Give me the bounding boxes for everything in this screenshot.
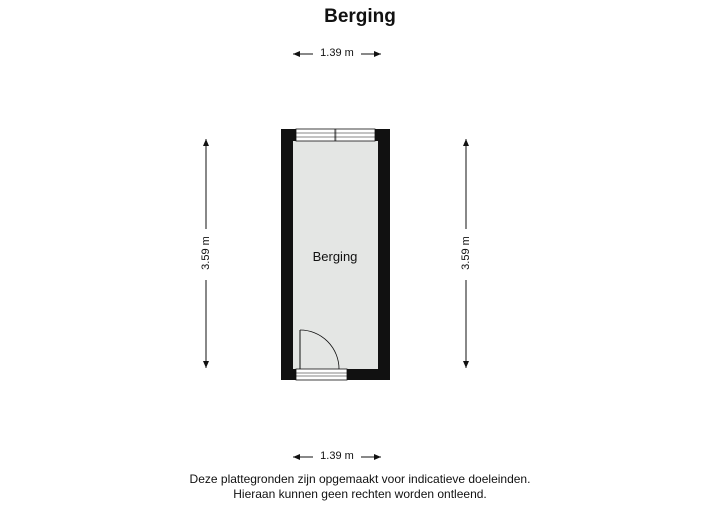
right-height-label: 3.59 m xyxy=(460,236,472,270)
page-title: Berging xyxy=(324,6,396,27)
top-window xyxy=(296,129,375,141)
door-opening xyxy=(296,369,347,380)
bottom-width-label: 1.39 m xyxy=(320,450,354,462)
disclaimer xyxy=(0,472,720,502)
disclaimer-line-1: Deze plattegronden zijn opgemaakt voor indicatieve doeleinden. xyxy=(189,472,531,486)
left-height-label: 3.59 m xyxy=(200,236,212,270)
room-label: Berging xyxy=(312,249,358,264)
top-width-label: 1.39 m xyxy=(320,47,354,59)
disclaimer-line-2: Hieraan kunnen geen rechten worden ontleend. xyxy=(233,487,487,501)
